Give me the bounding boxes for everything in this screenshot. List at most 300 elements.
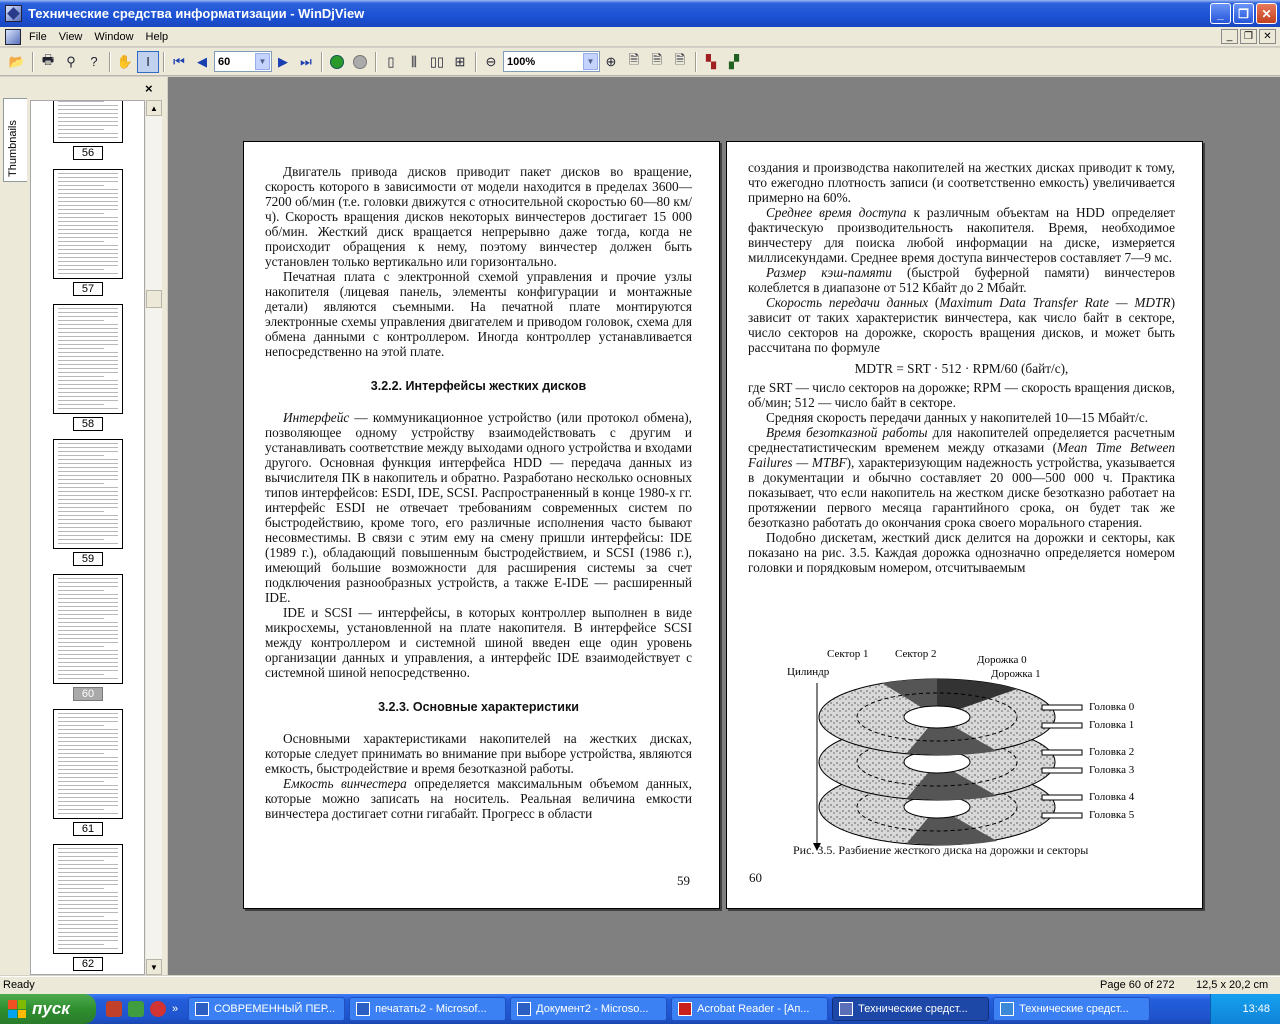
term: Время безотказной работы — [766, 425, 928, 440]
term: Емкость винчестера — [283, 776, 407, 791]
thumbnail-page[interactable] — [53, 709, 123, 819]
paragraph-text: ) зависит от таких характеристик винчестера, как число байт в секторе, число секторов на дорожке, скорость вращения дисков, и может быть рассчитана по формуле — [748, 295, 1175, 355]
label-head-0: Головка 0 — [1089, 701, 1135, 713]
fit-page-icon[interactable]: 🗎 — [651, 51, 663, 67]
thumbnail-text-line — [58, 404, 104, 405]
thumbnail-text-line — [58, 852, 118, 853]
thumbnail-text-line — [58, 860, 104, 861]
zoom-combo[interactable] — [503, 51, 600, 72]
document-view[interactable] — [168, 77, 1280, 975]
thumbnail-text-line — [58, 757, 118, 758]
minimize-button[interactable]: _ — [1210, 3, 1231, 24]
thumbnail-text-line — [58, 101, 104, 102]
thumbnail-text-line — [58, 396, 118, 397]
thumbnail-text-line — [58, 916, 104, 917]
chevron-down-icon[interactable]: ▼ — [583, 53, 598, 70]
thumbnail-text-line — [58, 125, 118, 126]
page-60-text — [748, 160, 1175, 575]
fit-width-icon[interactable]: 🗎 — [628, 51, 640, 67]
thumbnail-text-line — [58, 948, 118, 949]
paragraph — [748, 205, 1175, 265]
label-head-3: Головка 3 — [1089, 764, 1135, 776]
thumbnail-text-line — [58, 372, 118, 373]
thumbnail-text-line — [58, 543, 118, 544]
tab-thumbnails[interactable] — [3, 98, 27, 182]
thumbnail-text-line — [58, 205, 118, 206]
thumbnail-text-line — [58, 312, 118, 313]
app-icon[interactable] — [5, 5, 22, 22]
thumbnail-text-line — [58, 717, 118, 718]
separator — [695, 52, 697, 72]
quicklaunch-app-icon[interactable] — [128, 1001, 144, 1017]
thumbnail-text-line — [58, 467, 118, 468]
next-page-icon[interactable]: ▶ — [278, 53, 288, 69]
taskbar-button[interactable] — [832, 997, 989, 1021]
close-button[interactable]: ✕ — [1256, 3, 1277, 24]
thumbnail-text-line — [58, 606, 118, 607]
thumbnail-text-line — [58, 666, 118, 667]
term: Среднее время доступа — [766, 205, 907, 220]
thumbnail-text-line — [58, 328, 118, 329]
scroll-thumb[interactable] — [146, 290, 162, 308]
term: Mean Time Between Failures — MTBF — [748, 440, 1175, 470]
thumbnail-text-line — [58, 491, 118, 492]
thumbnail-label[interactable]: 56 — [73, 146, 103, 160]
label-cylinder: Цилиндр — [787, 666, 830, 678]
thumbnail-label[interactable]: 60 — [73, 687, 103, 701]
thumbnail-text-line — [58, 892, 118, 893]
thumbnail-text-line — [58, 388, 118, 389]
paragraph: Основными характеристиками накопителей на жестких дисках, которые следует принимать во внимание при выборе устройства, являются емкость, быстродействие и время безотказной работы. — [265, 731, 692, 776]
thumbnail-text-line — [58, 225, 118, 226]
thumbnail-text-line — [58, 348, 104, 349]
thumbnail-text-line — [58, 610, 118, 611]
thumbnail-text-line — [58, 400, 118, 401]
thumbnail-text-line — [58, 622, 118, 623]
zoom-value: 100% — [507, 55, 536, 68]
menubar — [0, 27, 1280, 47]
thumbnail-text-line — [58, 352, 118, 353]
thumbnail-text-line — [58, 523, 118, 524]
taskbar-button-label: печатать2 - Microsof... — [375, 1003, 487, 1015]
paragraph — [748, 295, 1175, 355]
thumbnail-text-line — [58, 781, 104, 782]
thumbnail-text-line — [58, 769, 118, 770]
thumbnail-text-line — [58, 471, 118, 472]
thumbnail-text-line — [58, 773, 118, 774]
thumbnail-text-line — [58, 483, 104, 484]
thumbnail-text-line — [58, 109, 118, 110]
thumbnail-text-line — [58, 336, 118, 337]
last-page-icon[interactable]: ⏭ — [300, 53, 312, 69]
thumbnail-page[interactable] — [53, 844, 123, 954]
thumbnail-text-line — [58, 527, 118, 528]
thumbnail-text-line — [58, 368, 118, 369]
section-heading: 3.2.2. Интерфейсы жестких дисков — [370, 379, 587, 393]
taskbar-button-label: Документ2 - Microso... — [536, 1003, 649, 1015]
clock: 13:48 — [1242, 1003, 1270, 1015]
thumbnail-scrollbar[interactable] — [146, 100, 162, 975]
taskbar-button[interactable] — [993, 997, 1150, 1021]
thumbnail-text-line — [58, 896, 118, 897]
thumbnail-text-line — [58, 888, 104, 889]
label-head-4: Головка 4 — [1089, 791, 1135, 803]
thumbnail-text-line — [58, 741, 118, 742]
thumbnail-text-line — [58, 237, 118, 238]
thumbnail-text-line — [58, 105, 118, 106]
thumbnail-page[interactable] — [53, 169, 123, 279]
thumbnail-text-line — [58, 868, 118, 869]
thumbnail-text-line — [58, 181, 118, 182]
paragraph: Средняя скорость передачи данных у накопителей 10—15 Мбайт/с. — [766, 410, 1149, 425]
thumbnail-text-line — [58, 920, 118, 921]
taskbar — [0, 994, 1280, 1024]
thumbnail-text-line — [58, 618, 104, 619]
thumbnail-text-line — [58, 113, 118, 114]
chevron-right-icon[interactable]: » — [172, 1003, 179, 1015]
paragraph: Печатная плата с электронной схемой управления и прочие узлы накопителя (лицевая панель, элементы конфигурации и монтажные детали) являются съемными. На печатной плате монтируются электронные схемы управления двигателем и приводом головок, схема для обмена данными с контроллером. Иногда контроллер устанавливается непосредственно на этой плате. — [265, 269, 692, 359]
zoom-out-icon[interactable]: ⊖ — [485, 53, 497, 69]
taskbar-button[interactable] — [349, 997, 506, 1021]
hand-tool-icon[interactable]: ✋ — [116, 53, 134, 69]
thumbnail-text-line — [58, 737, 118, 738]
toolbar — [0, 48, 1280, 76]
thumbnail-text-line — [58, 197, 118, 198]
thumbnail-text-line — [58, 324, 118, 325]
status-ready: Ready — [3, 979, 35, 991]
taskbar-button[interactable] — [510, 997, 667, 1021]
paragraph: Двигатель привода дисков приводит пакет дисков во вращение, скорость которого в зависимости от модели находится в пределах 3600—7200 об/мин (т.е. головки движутся с относительной скоростью 60—80 км/ч). Скорость вращения дисков некоторых винчестеров достигает 15 000 об/мин. Жесткий диск вращается непрерывно даже тогда, когда не происходит обращения к нему, поэтому винчестер должен быть установлен только вертикально или горизонтально. — [265, 164, 692, 269]
thumbnail-text-line — [58, 662, 118, 663]
thumbnail-text-line — [58, 273, 118, 274]
thumbnail-text-line — [58, 499, 118, 500]
thumbnail-list[interactable] — [30, 100, 145, 975]
app-icon — [1000, 1002, 1014, 1016]
page-number-value: 60 — [218, 55, 231, 68]
label-head-2: Головка 2 — [1089, 746, 1135, 758]
separator — [375, 52, 377, 72]
taskbar-button-label: Технические средст... — [1019, 1003, 1129, 1015]
forward-icon[interactable] — [349, 51, 371, 73]
thumbnail-text-line — [58, 316, 118, 317]
separator — [32, 52, 34, 72]
thumbnail-text-line — [58, 217, 118, 218]
thumbnail-text-line — [58, 928, 118, 929]
thumbnail-page[interactable] — [53, 304, 123, 414]
thumbnail-label[interactable]: 61 — [73, 822, 103, 836]
thumbnail-text-line — [58, 249, 118, 250]
thumbnail-text-line — [58, 602, 118, 603]
thumbnail-text-line — [58, 634, 118, 635]
page-59-text — [265, 164, 692, 821]
find-icon[interactable]: ⚲ — [66, 53, 76, 69]
thumbnail-text-line — [58, 908, 118, 909]
thumbnail-text-line — [58, 658, 118, 659]
menu-help[interactable]: Help — [145, 30, 169, 43]
prev-page-icon[interactable]: ◀ — [197, 53, 207, 69]
facing-pages-icon[interactable]: ▯▯ — [429, 53, 445, 69]
tab-thumbnails-label: Thumbnails — [7, 120, 19, 177]
paragraph-text: ( — [928, 295, 940, 310]
figure-caption: Рис. 3.5. Разбиение жесткого диска на дорожки и секторы — [793, 843, 1089, 857]
thumbnail-text-line — [58, 678, 118, 679]
thumbnail-text-line — [58, 221, 118, 222]
thumbnail-text-line — [58, 745, 118, 746]
zoom-in-icon[interactable]: ⊕ — [605, 53, 617, 69]
thumbnail-text-line — [58, 519, 118, 520]
paragraph-text: к различным объектам на HDD определяет фактическую производительность накопителя. Время, необходимое винчестеру для поиска любой информации на диске, измеряется миллисекундами. Среднее время доступа винчестеров составляет 7—9 мс. — [748, 205, 1175, 265]
taskbar-button[interactable] — [188, 997, 345, 1021]
thumbnail-text-line — [58, 463, 118, 464]
thumbnail-text-line — [58, 753, 104, 754]
thumbnail-label[interactable]: 57 — [73, 282, 103, 296]
separator — [109, 52, 111, 72]
paragraph: где SRT — число секторов на дорожке; RPM — скорость вращения дисков, об/мин; 512 — число байт в секторе. — [748, 380, 1175, 410]
taskbar-button-label: Технические средст... — [858, 1003, 968, 1015]
status-page-size: 12,5 x 20,2 cm — [1196, 979, 1269, 991]
thumbnail-text-line — [58, 137, 118, 138]
page-60 — [726, 141, 1203, 909]
thumbnail-text-line — [58, 245, 118, 246]
thumbnail-text-line — [58, 805, 118, 806]
thumbnail-text-line — [58, 578, 118, 579]
term: Размер кэш-памяти — [766, 265, 892, 280]
thumbnail-page[interactable] — [53, 100, 123, 143]
windows-logo-icon — [8, 1000, 26, 1018]
thumbnail-text-line — [58, 654, 118, 655]
page-number: 59 — [677, 873, 690, 888]
thumbnail-text-line — [58, 265, 118, 266]
thumbnail-text-line — [58, 233, 118, 234]
label-head-1: Головка 1 — [1089, 719, 1135, 731]
thumbnail-text-line — [58, 503, 118, 504]
document-icon[interactable] — [5, 29, 21, 45]
mdi-buttons — [1221, 29, 1276, 44]
app-icon — [678, 1002, 692, 1016]
thumbnail-text-line — [58, 384, 118, 385]
thumbnail-text-line — [58, 392, 118, 393]
thumbnail-text-line — [58, 177, 118, 178]
paragraph — [748, 265, 1175, 295]
thumbnail-text-line — [58, 121, 118, 122]
thumbnail-text-line — [58, 185, 104, 186]
label-track-1: Дорожка 1 — [991, 668, 1041, 680]
display-mode-icon[interactable]: ▚ — [706, 53, 716, 69]
thumbnail-text-line — [58, 729, 118, 730]
thumbnail-text-line — [58, 848, 118, 849]
thumbnail-text-line — [58, 201, 118, 202]
thumbnail-text-line — [58, 455, 104, 456]
page-number-combo[interactable] — [214, 51, 272, 72]
thumbnail-text-line — [58, 261, 118, 262]
scroll-down-icon[interactable]: ▼ — [146, 959, 162, 975]
thumbnail-text-line — [58, 614, 118, 615]
thumbnail-page[interactable] — [53, 574, 123, 684]
back-icon[interactable] — [326, 51, 348, 73]
thumbnail-text-line — [58, 320, 104, 321]
thumbnail-text-line — [58, 789, 118, 790]
thumbnail-text-line — [58, 721, 118, 722]
thumbnail-text-line — [58, 479, 118, 480]
continuous-icon[interactable]: ⫼ — [411, 53, 417, 69]
paragraph-text: — коммуникационное устройство (или протокол обмена), позволяющее одному устройству взаимодействовать с другим и устанавливать соответствие между выходами одного устройства и входами другого. Основная функция интерфейса HDD — передача данных из вычислителя ПК в накопитель и обратно. Разработано несколько основных типов интерфейсов: ESDI, IDE, SCSI. Распространенный в конце 1980-х гг. интерфейс ESDI не отвечает требованиям современных систем по быстродействию, кроме того, его различные исполнения часто бывают несовместимы. В связи с этим ему на смену пришли интерфейсы: IDE (1989 г.), обладающий повышенным быстродействием, и SCSI (1986 г.), имеющий большие возможности для расширения системы за счет подключения разнообразных устройств, а также E-IDE — расширенный IDE. — [265, 410, 692, 605]
quicklaunch-app-icon[interactable] — [106, 1001, 122, 1017]
thumbnail-text-line — [58, 531, 118, 532]
thumbnail-text-line — [58, 340, 118, 341]
term: Скорость передачи данных — [766, 295, 929, 310]
continuous-facing-icon[interactable]: ⊞ — [454, 53, 466, 69]
thumbnail-text-line — [58, 590, 104, 591]
thumbnail-text-line — [58, 912, 118, 913]
thumbnail-text-line — [58, 193, 118, 194]
thumbnail-label[interactable]: 62 — [73, 957, 103, 971]
thumbnail-text-line — [58, 765, 118, 766]
thumbnail-text-line — [58, 495, 118, 496]
actual-size-icon[interactable]: 🗎 — [674, 51, 686, 67]
paragraph: IDE и SCSI — интерфейсы, в которых контроллер выполнен в виде микросхемы, установленной на плате накопителя. В интерфейсе SCSI между контроллером и системной шиной введен еще один уровень организации данных и управления, а интерфейс IDE взаимодействует с системной шиной непосредственно. — [265, 605, 692, 680]
thumbnail-text-line — [58, 884, 118, 885]
thumbnail-text-line — [58, 535, 118, 536]
thumbnail-text-line — [58, 213, 104, 214]
thumbnail-text-line — [58, 173, 118, 174]
mdi-restore-button[interactable]: ❐ — [1240, 29, 1257, 44]
thumbnail-text-line — [58, 670, 118, 671]
separator — [321, 52, 323, 72]
thumbnail-text-line — [58, 749, 118, 750]
layers-icon[interactable]: ▞ — [729, 53, 739, 69]
thumbnail-text-line — [58, 189, 118, 190]
taskbar-button-label: Acrobat Reader - [Ап... — [697, 1003, 810, 1015]
scroll-up-icon[interactable]: ▲ — [146, 100, 162, 116]
thumbnail-text-line — [58, 459, 118, 460]
thumbnail-text-line — [58, 344, 118, 345]
thumbnail-text-line — [58, 674, 104, 675]
thumbnail-text-line — [58, 642, 118, 643]
taskbar-button[interactable] — [671, 997, 828, 1021]
paragraph-text: ), характеризующим надежность устройства, указывается в документации и обычно составляет 20 000—500 000 ч. Практика показывает, что если накопитель на жестком диске безотказно работает на протяжении первого месяца гарантийного срока, он будет так же безотказно работать до окончания срока своего морального старения. — [748, 455, 1175, 530]
panel-close-icon[interactable]: × — [145, 81, 153, 96]
app-icon — [195, 1002, 209, 1016]
app-icon — [356, 1002, 370, 1016]
thumbnail-text-line — [58, 646, 104, 647]
open-icon[interactable]: 📂 — [8, 53, 26, 69]
paragraph-text: (быстрой буферной памяти) винчестеров колеблется в диапазоне от 512 Кбайт до 2 Мбайт. — [748, 265, 1175, 295]
thumbnail-text-line — [58, 229, 118, 230]
thumbnail-label[interactable]: 59 — [73, 552, 103, 566]
thumbnail-text-line — [58, 733, 118, 734]
term: Maximum Data Transfer Rate — MDTR — [939, 295, 1171, 310]
formula: MDTR = SRT · 512 · RPM/60 (байт/с), — [854, 361, 1069, 376]
quicklaunch-app-icon[interactable] — [150, 1001, 166, 1017]
thumbnail-text-line — [58, 924, 118, 925]
thumbnail-text-line — [58, 253, 118, 254]
separator — [475, 52, 477, 72]
menu-file[interactable]: File — [29, 30, 47, 43]
page-59 — [243, 141, 720, 909]
thumbnail-text-line — [58, 872, 118, 873]
thumbnail-text-line — [58, 443, 118, 444]
quick-launch — [106, 1001, 178, 1017]
mdi-minimize-button[interactable]: _ — [1221, 29, 1238, 44]
mdi-close-button[interactable]: ✕ — [1259, 29, 1276, 44]
system-tray — [1210, 994, 1280, 1024]
thumbnail-text-line — [58, 594, 118, 595]
thumbnail-text-line — [58, 725, 104, 726]
window-titlebar[interactable] — [0, 0, 1280, 27]
thumbnail-text-line — [58, 475, 118, 476]
thumbnail-text-line — [58, 630, 118, 631]
thumbnail-text-line — [58, 380, 118, 381]
thumbnail-text-line — [58, 793, 118, 794]
thumbnail-text-line — [58, 332, 118, 333]
thumbnail-text-line — [58, 936, 118, 937]
paragraph — [265, 776, 692, 821]
thumbnail-text-line — [58, 515, 118, 516]
help-icon[interactable]: ? — [90, 54, 98, 69]
thumbnail-text-line — [58, 864, 118, 865]
label-head-5: Головка 5 — [1089, 809, 1135, 821]
thumbnail-text-line — [58, 487, 118, 488]
thumbnail-text-line — [58, 447, 118, 448]
thumbnail-text-line — [58, 801, 118, 802]
app-icon — [517, 1002, 531, 1016]
thumbnail-text-line — [58, 241, 104, 242]
thumbnail-page[interactable] — [53, 439, 123, 549]
label-track-0: Дорожка 0 — [977, 654, 1027, 666]
menu-window[interactable]: Window — [94, 30, 134, 43]
thumbnail-text-line — [58, 586, 118, 587]
thumbnail-text-line — [58, 269, 104, 270]
paragraph — [265, 410, 692, 605]
thumbnail-text-line — [58, 364, 118, 365]
paragraph: создания и производства накопителей на жестких дисках приводит к тому, что ежегодно плотность записи (и соответственно емкость) увеличивается примерно на 60%. — [748, 160, 1175, 205]
menu-view[interactable]: View — [58, 30, 83, 43]
first-page-icon[interactable]: ⏮ — [173, 53, 185, 69]
app-icon — [839, 1002, 853, 1016]
page-number: 60 — [749, 870, 762, 885]
thumbnail-text-line — [58, 117, 118, 118]
thumbnail-text-line — [58, 876, 118, 877]
thumbnail-text-line — [58, 777, 118, 778]
platter-1 — [819, 679, 1055, 755]
term: Интерфейс — [283, 410, 350, 425]
thumbnail-text-line — [58, 360, 118, 361]
maximize-button[interactable]: ❐ — [1233, 3, 1254, 24]
print-icon[interactable]: 🖶 — [41, 51, 55, 67]
thumbnail-text-line — [58, 940, 118, 941]
paragraph: Подобно дискетам, жесткий диск делится на дорожки и секторы, как показано на рис. 3.5. Каждая дорожка однозначно определяется номером головки и порядковым номером, отсчитываемым — [748, 530, 1175, 575]
thumbnail-text-line — [58, 904, 118, 905]
thumbnail-text-line — [58, 582, 118, 583]
thumbnail-text-line — [58, 507, 118, 508]
start-button[interactable] — [0, 994, 96, 1024]
start-label: пуск — [32, 999, 70, 1018]
thumbnail-text-line — [58, 356, 118, 357]
section-heading: 3.2.3. Основные характеристики — [378, 700, 579, 714]
thumbnail-text-line — [58, 638, 118, 639]
thumbnail-text-line — [58, 209, 118, 210]
window-title: Технические средства информатизации - WinDjView — [28, 6, 365, 21]
select-tool-icon[interactable]: I — [137, 51, 159, 73]
thumbnail-text-line — [58, 713, 118, 714]
thumbnail-text-line — [58, 451, 118, 452]
thumbnail-text-line — [58, 376, 104, 377]
single-page-icon[interactable]: ▯ — [387, 53, 395, 69]
thumbnail-text-line — [58, 598, 118, 599]
chevron-down-icon[interactable]: ▼ — [255, 53, 270, 70]
thumbnail-text-line — [58, 813, 118, 814]
thumbnail-label[interactable]: 58 — [73, 417, 103, 431]
